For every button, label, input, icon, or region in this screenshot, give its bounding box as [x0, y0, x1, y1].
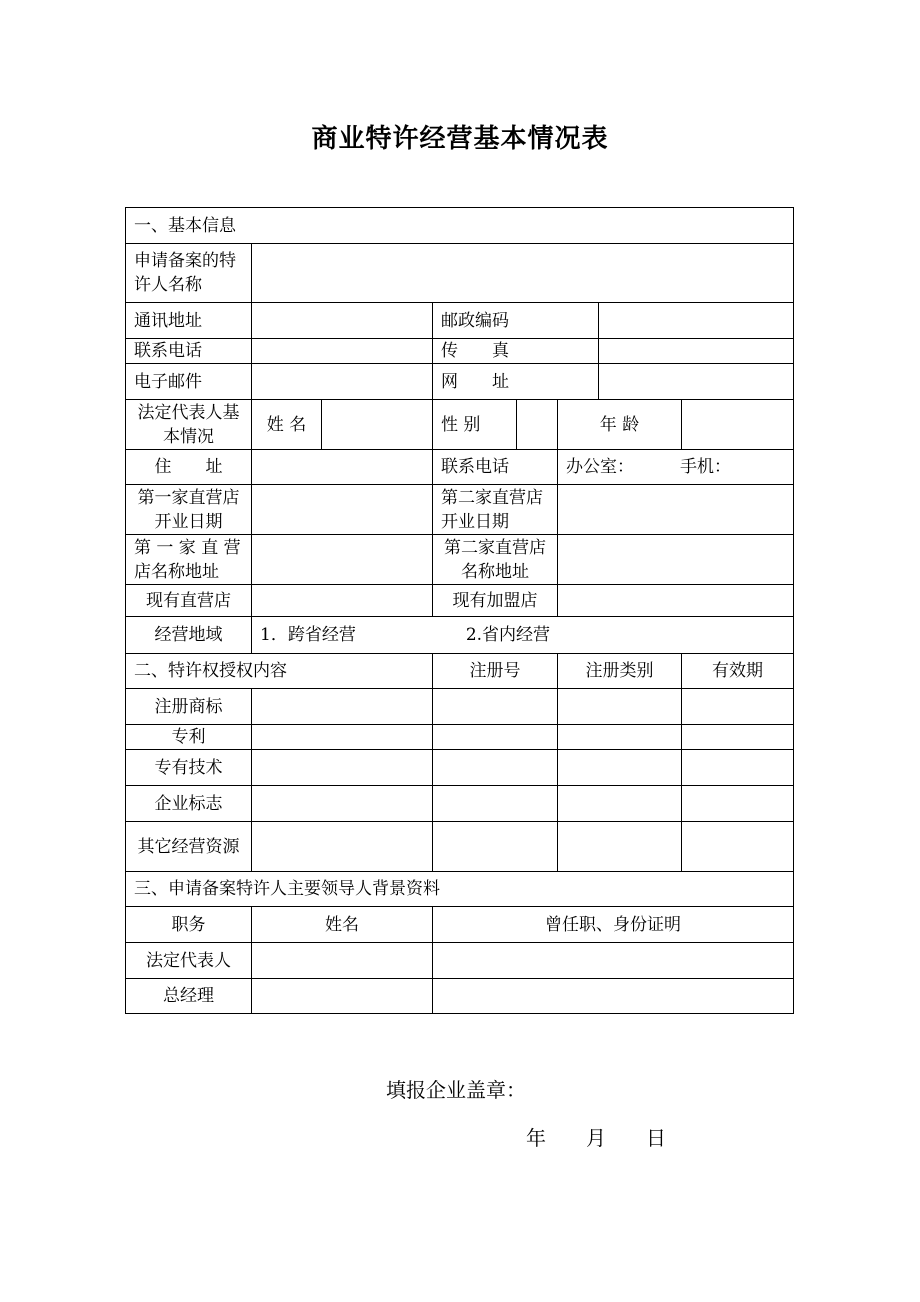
current-franchise-stores-label: 现有加盟店	[433, 585, 558, 617]
legal-rep-name-label: 姓 名	[252, 400, 322, 450]
grant-cell[interactable]	[558, 786, 682, 822]
leader-background-field[interactable]	[433, 943, 794, 979]
first-store-date-field[interactable]	[252, 485, 433, 535]
first-store-address-field[interactable]	[252, 535, 433, 585]
website-label: 网 址	[433, 364, 599, 400]
second-store-date-field[interactable]	[558, 485, 794, 535]
grant-cell[interactable]	[558, 822, 682, 872]
fax-label: 传 真	[433, 339, 599, 364]
section2-heading: 二、特许权授权内容	[126, 654, 433, 689]
leader-row-label: 法定代表人	[126, 943, 252, 979]
address-label: 通讯地址	[126, 303, 252, 339]
second-store-address-field[interactable]	[558, 535, 794, 585]
legal-rep-gender-label: 性 别	[433, 400, 517, 450]
grant-cell[interactable]	[252, 750, 433, 786]
residence-label: 住 址	[126, 450, 252, 485]
col-position: 职务	[126, 907, 252, 943]
region-option-provincial[interactable]: 2.省内经营	[465, 625, 551, 645]
grant-cell[interactable]	[433, 822, 558, 872]
residence-field[interactable]	[252, 450, 433, 485]
website-field[interactable]	[599, 364, 794, 400]
grant-row-label: 专利	[126, 725, 252, 750]
legal-rep-gender-field[interactable]	[517, 400, 558, 450]
col-background: 曾任职、身份证明	[433, 907, 794, 943]
region-option-interprovincial[interactable]: 1．跨省经营	[260, 625, 356, 645]
legal-rep-age-label: 年 龄	[558, 400, 682, 450]
section1-heading: 一、基本信息	[126, 208, 794, 244]
business-region-options	[252, 617, 794, 654]
email-field[interactable]	[252, 364, 433, 400]
phone-field[interactable]	[252, 339, 433, 364]
grant-cell[interactable]	[433, 750, 558, 786]
leader-name-field[interactable]	[252, 943, 433, 979]
first-store-date-label: 第一家直营店开业日期	[126, 485, 252, 535]
second-store-date-label: 第二家直营店开业日期	[433, 485, 558, 535]
grant-cell[interactable]	[682, 750, 794, 786]
col-registration-type: 注册类别	[558, 654, 682, 689]
leader-row-label: 总经理	[126, 979, 252, 1014]
page-title: 商业特许经营基本情况表	[311, 124, 609, 154]
current-direct-stores-field[interactable]	[252, 585, 433, 617]
section3-heading: 三、申请备案特许人主要领导人背景资料	[126, 872, 794, 907]
contact-phone-field[interactable]	[558, 450, 794, 485]
current-franchise-stores-field[interactable]	[558, 585, 794, 617]
fax-field[interactable]	[599, 339, 794, 364]
grant-cell[interactable]	[252, 689, 433, 725]
grant-cell[interactable]	[252, 822, 433, 872]
mobile-phone-label: 手机：	[680, 457, 731, 477]
grant-cell[interactable]	[558, 689, 682, 725]
postcode-label: 邮政编码	[433, 303, 599, 339]
leader-background-field[interactable]	[433, 979, 794, 1014]
applicant-name-field[interactable]	[252, 244, 794, 303]
col-registration-number: 注册号	[433, 654, 558, 689]
business-region-label: 经营地域	[126, 617, 252, 654]
company-seal-label: 填报企业盖章：	[386, 1078, 526, 1102]
leader-name-field[interactable]	[252, 979, 433, 1014]
grant-cell[interactable]	[682, 822, 794, 872]
date-label: 年 月 日	[526, 1126, 666, 1150]
grant-cell[interactable]	[433, 689, 558, 725]
legal-rep-label: 法定代表人基本情况	[126, 400, 252, 450]
grant-cell[interactable]	[682, 689, 794, 725]
col-name: 姓名	[252, 907, 433, 943]
grant-cell[interactable]	[682, 725, 794, 750]
grant-cell[interactable]	[558, 750, 682, 786]
first-store-address-label: 第 一 家 直 营店名称地址	[126, 535, 252, 585]
grant-row-label: 企业标志	[126, 786, 252, 822]
col-validity-period: 有效期	[682, 654, 794, 689]
contact-phone-label: 联系电话	[433, 450, 558, 485]
grant-row-label: 注册商标	[126, 689, 252, 725]
postcode-field[interactable]	[599, 303, 794, 339]
phone-label: 联系电话	[126, 339, 252, 364]
legal-rep-name-field[interactable]	[322, 400, 433, 450]
legal-rep-age-field[interactable]	[682, 400, 794, 450]
address-field[interactable]	[252, 303, 433, 339]
grant-row-label: 专有技术	[126, 750, 252, 786]
grant-cell[interactable]	[558, 725, 682, 750]
grant-cell[interactable]	[682, 786, 794, 822]
grant-cell[interactable]	[252, 725, 433, 750]
grant-cell[interactable]	[252, 786, 433, 822]
grant-row-label: 其它经营资源	[126, 822, 252, 872]
email-label: 电子邮件	[126, 364, 252, 400]
current-direct-stores-label: 现有直营店	[126, 585, 252, 617]
office-phone-label: 办公室：	[566, 457, 634, 477]
grant-cell[interactable]	[433, 786, 558, 822]
applicant-name-label: 申请备案的特许人名称	[126, 244, 252, 303]
franchise-info-form	[125, 207, 794, 1014]
grant-cell[interactable]	[433, 725, 558, 750]
second-store-address-label: 第二家直营店名称地址	[433, 535, 558, 585]
